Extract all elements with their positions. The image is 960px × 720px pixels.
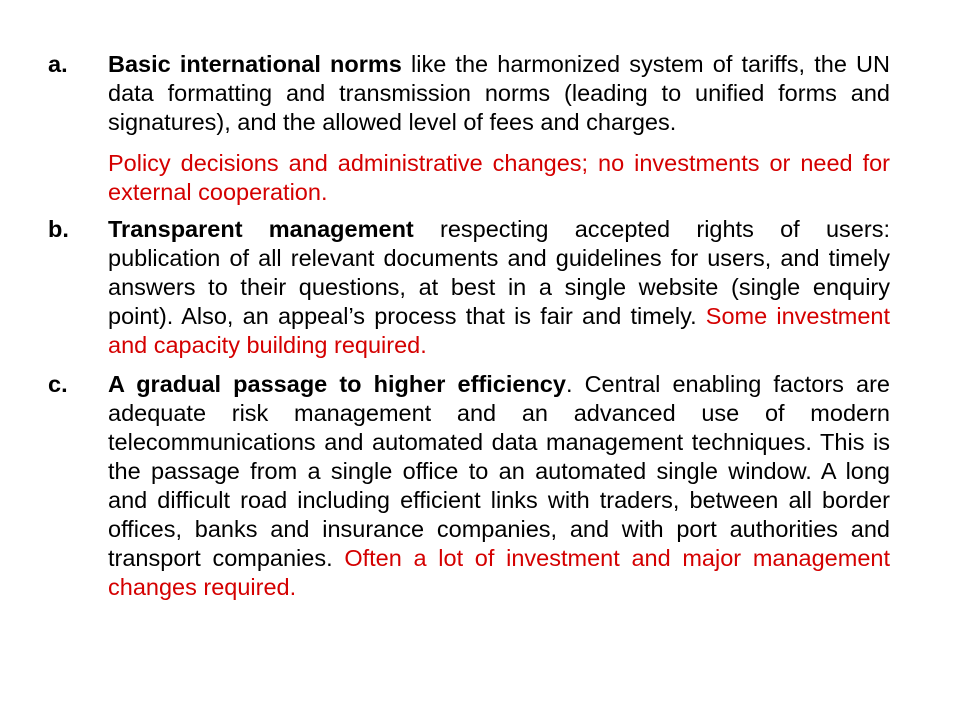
list-item-b — [48, 215, 890, 360]
item-b-lead: Transparent management — [108, 216, 414, 242]
item-a-note: Policy decisions and administrative changes; no investments or need for external cooperation. — [108, 150, 890, 205]
item-c-text: . Central enabling factors are adequate risk management and an advanced use of modern telecommunications and automated data management techniques. This is the passage from a single office to an automated single window. A long and difficult road including efficient links with traders, between all border offices, banks and insurance companies, and with port authorities and transport companies. — [108, 371, 890, 571]
item-b-text: respecting accepted rights of users: publication of all relevant documents and guidelines for users, and timely answers to their questions, at best in a single website (single enquiry point). Also, an appeal’s process that is fair and timely. — [108, 216, 890, 329]
item-c-note: Often a lot of investment and major management changes required. — [108, 545, 890, 600]
list-marker-b: b. — [48, 216, 69, 242]
item-a-paragraph — [108, 50, 890, 137]
item-b-note: Some investment and capacity building required. — [108, 303, 891, 358]
item-c-lead: A gradual passage to higher efficiency — [108, 371, 566, 397]
item-c-paragraph — [108, 370, 890, 602]
item-a-lead: Basic international norms — [108, 51, 402, 77]
list-item-c — [48, 370, 890, 602]
bullet-list — [48, 50, 890, 602]
list-marker-a: a. — [48, 51, 68, 77]
item-b-paragraph — [108, 215, 890, 360]
list-marker-c: c. — [48, 371, 68, 397]
item-a-text: like the harmonized system of tariffs, the UN data formatting and transmission norms (leading to unified forms and signatures), and the allowed level of fees and charges. — [108, 51, 890, 135]
list-item-a — [48, 50, 890, 207]
